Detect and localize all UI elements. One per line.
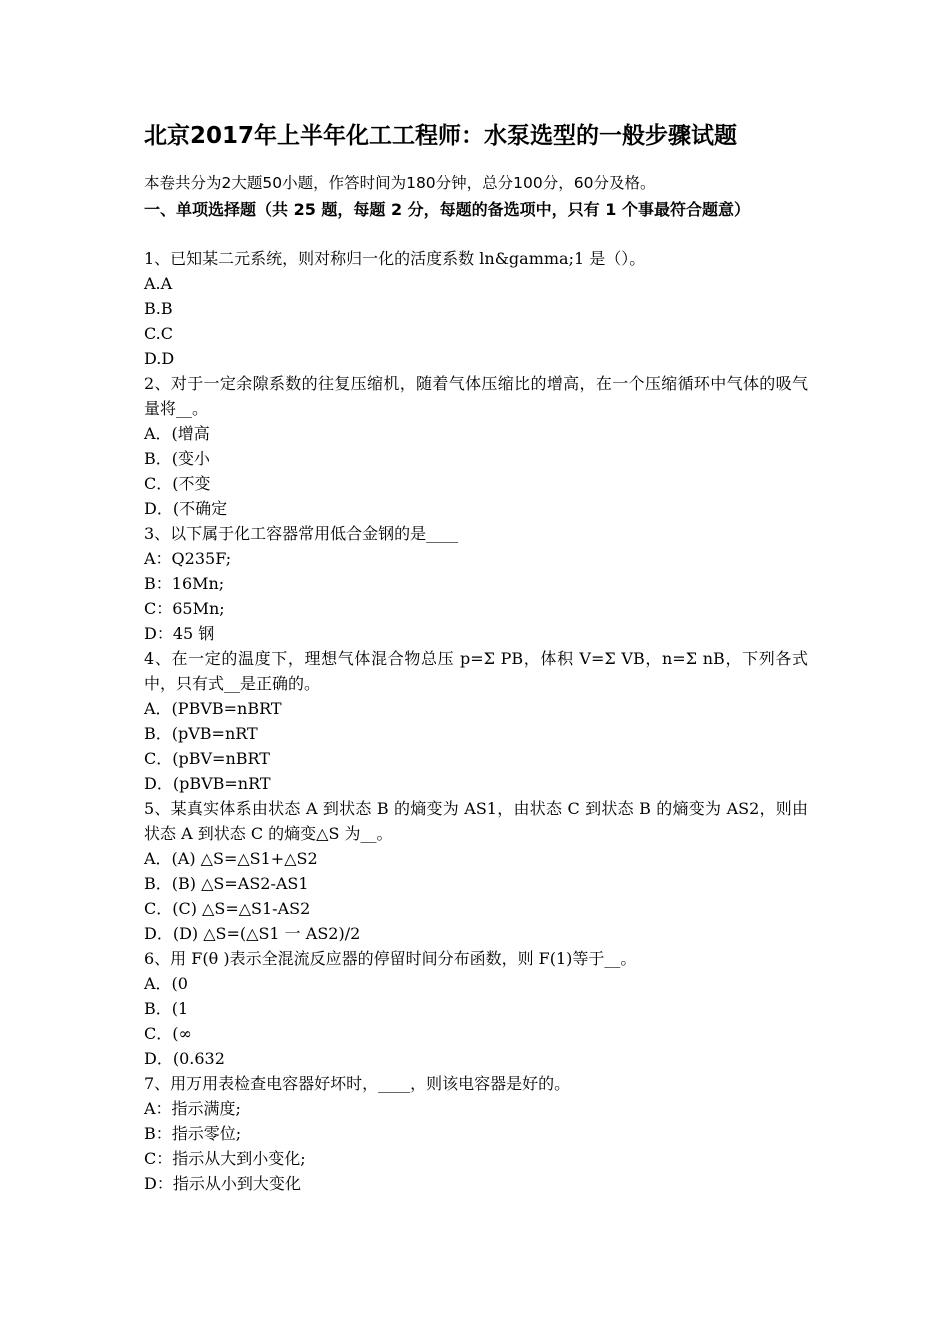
option-c: C．(不变 bbox=[144, 474, 211, 493]
question-text: 1、已知某二元系统，则对称归一化的活度系数 ln&gamma;1 是（）。 bbox=[144, 249, 646, 268]
option-a: A．(A) △S=△S1+△S2 bbox=[144, 849, 318, 868]
option-b: B．(变小 bbox=[144, 449, 211, 468]
section-heading: 一、单项选择题（共 25 题，每题 2 分，每题的备选项中，只有 1 个事最符合题意） bbox=[144, 200, 750, 219]
question-item bbox=[144, 796, 808, 946]
option-c: C．(pBV=nBRT bbox=[144, 749, 270, 768]
option-b: B.B bbox=[144, 299, 173, 318]
option-a: A．(PBVB=nBRT bbox=[144, 699, 282, 718]
question-item bbox=[144, 521, 808, 646]
option-c: C．(∞ bbox=[144, 1024, 192, 1043]
option-d: D．(pBVB=nRT bbox=[144, 774, 271, 793]
question-text: 5、某真实体系由状态 A 到状态 B 的熵变为 AS1，由状态 C 到状态 B 的熵变为 AS2，则由状态 A 到状态 C 的熵变△S 为__。 bbox=[144, 799, 808, 843]
question-list bbox=[144, 246, 808, 1196]
option-c: C.C bbox=[144, 324, 173, 343]
page-title: 北京2017年上半年化工工程师：水泵选型的一般步骤试题 bbox=[144, 123, 738, 149]
option-c: C：65Mn; bbox=[144, 599, 225, 618]
option-a: A．(0 bbox=[144, 974, 188, 993]
option-a: A：指示满度; bbox=[144, 1099, 241, 1118]
option-d: D：45 钢 bbox=[144, 624, 215, 643]
exam-intro: 本卷共分为2大题50小题，作答时间为180分钟，总分100分，60分及格。 bbox=[144, 174, 656, 192]
question-text: 7、用万用表检查电容器好坏时，____，则该电容器是好的。 bbox=[144, 1074, 571, 1093]
option-d: D：指示从小到大变化 bbox=[144, 1174, 301, 1193]
option-a: A：Q235F; bbox=[144, 549, 232, 568]
option-d: D．(不确定 bbox=[144, 499, 228, 518]
question-item bbox=[144, 1071, 808, 1196]
question-item bbox=[144, 946, 808, 1071]
question-text: 6、用 F(θ )表示全混流反应器的停留时间分布函数，则 F(1)等于__。 bbox=[144, 949, 637, 968]
option-b: B．(1 bbox=[144, 999, 189, 1018]
question-item bbox=[144, 371, 808, 521]
option-a: A．(增高 bbox=[144, 424, 210, 443]
option-d: D．(D) △S=(△S1 一 AS2)/2 bbox=[144, 924, 361, 943]
option-c: C：指示从大到小变化; bbox=[144, 1149, 306, 1168]
question-text: 2、对于一定余隙系数的往复压缩机，随着气体压缩比的增高，在一个压缩循环中气体的吸气量将__。 bbox=[144, 374, 808, 418]
option-b: B．(pVB=nRT bbox=[144, 724, 258, 743]
option-b: B．(B) △S=AS2-AS1 bbox=[144, 874, 309, 893]
option-d: D.D bbox=[144, 349, 175, 368]
option-b: B：指示零位; bbox=[144, 1124, 242, 1143]
question-item bbox=[144, 646, 808, 796]
question-item bbox=[144, 246, 808, 371]
question-text: 3、以下属于化工容器常用低合金钢的是____ bbox=[144, 524, 459, 543]
option-d: D．(0.632 bbox=[144, 1049, 225, 1068]
option-a: A.A bbox=[144, 274, 173, 293]
option-b: B：16Mn; bbox=[144, 574, 225, 593]
question-text: 4、在一定的温度下，理想气体混合物总压 p=Σ PB，体积 V=Σ VB，n=Σ nB，下列各式中，只有式__是正确的。 bbox=[144, 649, 808, 693]
option-c: C．(C) △S=△S1-AS2 bbox=[144, 899, 311, 918]
